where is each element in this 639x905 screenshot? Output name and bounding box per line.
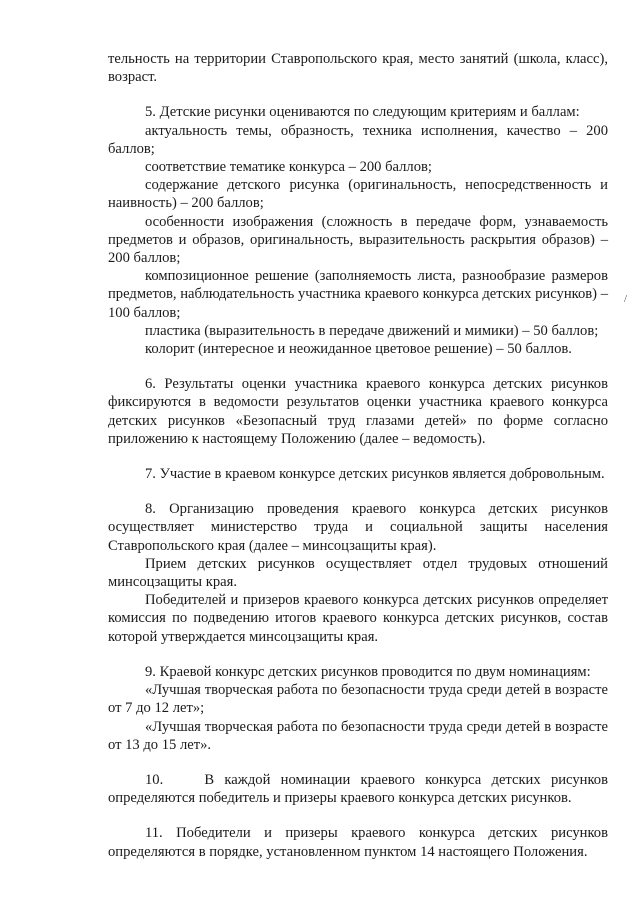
criterion-theme: соответствие тематике конкурса – 200 баллов; [145,159,432,176]
spacer [108,483,608,500]
paragraph-item-7: 7. Участие в краевом конкурсе детских рисунков является добровольным. [145,466,605,483]
spacer [108,448,608,465]
paragraph-item-11: 11. Победители и призеры краевого конкурса детских рисунков определяются в порядке, установленном пунктом 14 настоящего Положения. [108,825,608,860]
margin-mark: / [624,293,628,305]
criterion-composition: композиционное решение (заполняемость листа, разнообразие размеров предметов, наблюдательность участника краевого конкурса детских рисунков) – 100 баллов; [108,268,608,321]
criterion-content: содержание детского рисунка (оригинальность, непосредственность и наивность) – 200 баллов; [108,177,608,212]
spacer [108,86,608,103]
spacer [108,807,608,824]
paragraph-item-8-reception: Прием детских рисунков осуществляет отдел трудовых отношений минсоцзащиты края. [108,555,608,591]
criterion-depiction: особенности изображения (сложность в передаче форм, узнаваемость предметов и образов, оригинальность, выразительность раскрытия образов) – 200 баллов; [108,213,608,267]
criterion-color: колорит (интересное и неожиданное цветовое решение) – 50 баллов. [145,341,572,358]
paragraph-item-8-commission: Победителей и призеров краевого конкурса детских рисунков определяет комиссия по подведению итогов краевого конкурса детских рисунков, состав которой утверждается минсоцзащиты края. [108,592,608,645]
nomination-13-15: «Лучшая творческая работа по безопасности труда среди детей в возрасте от 13 до 15 лет». [108,718,608,753]
nomination-7-12: «Лучшая творческая работа по безопасности труда среди детей в возрасте от 7 до 12 лет»; [108,682,608,717]
spacer [108,358,608,375]
criterion-topicality: актуальность темы, образность, техника исполнения, качество – 200 баллов; [108,122,608,157]
spacer [108,754,608,771]
criterion-plasticity: пластика (выразительность в передаче движений и мимики) – 50 баллов; [145,322,599,339]
paragraph-item-10: 10. В каждой номинации краевого конкурса детских рисунков определяются победитель и призеры краевого конкурса детских рисунков. [108,771,612,807]
paragraph-item-5: 5. Детские рисунки оцениваются по следующим критериям и баллам: [145,104,580,121]
document-body [108,50,612,861]
paragraph-item-8: 8. Организацию проведения краевого конкурса детских рисунков осуществляет министерство труда и социальной защиты населения Ставропольского края (далее – минсоцзащиты края). [108,501,608,554]
spacer [108,646,608,663]
paragraph-continuation: тельность на территории Ставропольского края, место занятий (школа, класс), возраст. [108,51,608,86]
paragraph-item-6: 6. Результаты оценки участника краевого конкурса детских рисунков фиксируются в ведомости результатов оценки участника краевого конкурса детских рисунков «Безопасный труд глазами детей» по форме согласно приложению к настоящему Положению (далее – ведомость). [108,376,608,447]
paragraph-item-9: 9. Краевой конкурс детских рисунков проводится по двум номинациям: [145,663,591,680]
